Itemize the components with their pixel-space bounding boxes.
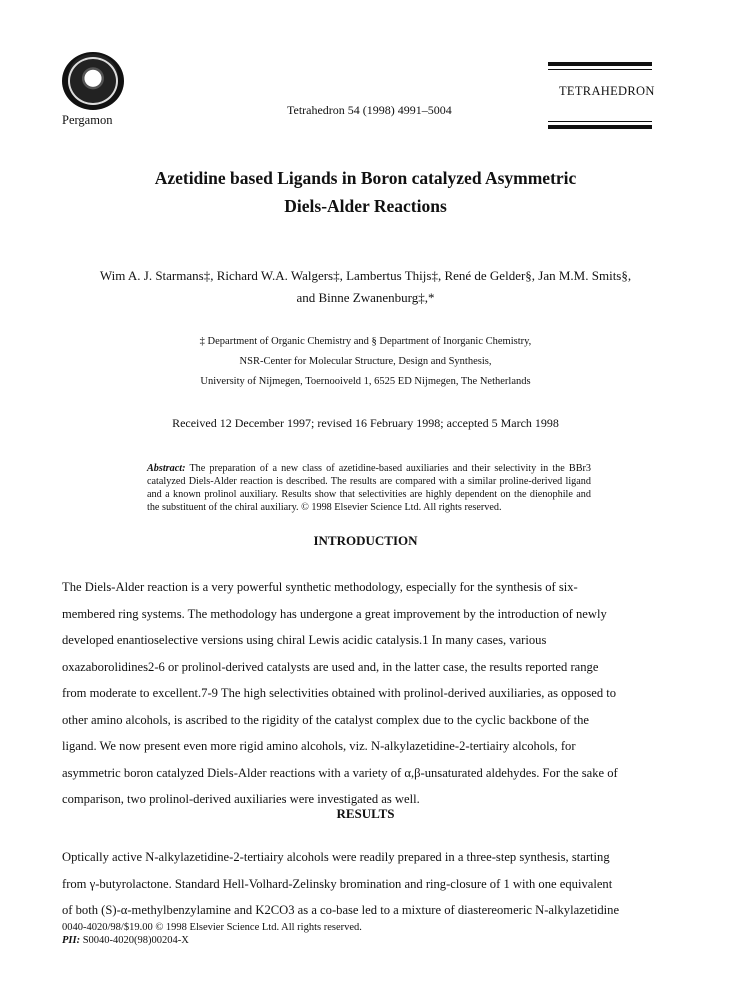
intro-line: from moderate to excellent.7-9 The high selectivities obtained with prolinol-derived auxiliaries, as opposed to <box>62 686 617 700</box>
paper-title-line-1: Azetidine based Ligands in Boron catalyzed Asymmetric <box>154 168 577 188</box>
intro-line: ligand. We now present even more rigid amino alcohols, viz. N-alkylazetidine-2-tertiairy alcohols, for <box>62 739 576 753</box>
results-line: Optically active N-alkylazetidine-2-tertiairy alcohols were readily prepared in a three-step synthesis, starting <box>62 850 610 864</box>
pii-line <box>62 934 362 947</box>
header-rule-bottom-thin <box>548 121 652 122</box>
affiliation-line-3: University of Nijmegen, Toernooiveld 1, 6525 ED Nijmegen, The Netherlands <box>200 376 531 387</box>
intro-line: The Diels-Alder reaction is a very powerful synthetic methodology, especially for the synthesis of six- <box>62 580 578 594</box>
abstract-text: The preparation of a new class of azetidine-based auxiliaries and their selectivity in the BBr3 catalyzed Diels-Alder reaction is described. The results are compared with a similar proline-derived ligand and a known prolinol auxiliary. Results show that selectivities are highly dependent on the dienophile and the substituent of the chiral auxiliary. © 1998 Elsevier Science Ltd. All rights reserved. <box>147 463 591 513</box>
results-line: of both (S)-α-methylbenzylamine and K2CO3 as a co-base led to a mixture of diastereomeric N-alkylazetidine <box>62 903 620 917</box>
journal-brand: TETRAHEDRON <box>559 84 655 98</box>
header-rule-top-thin <box>548 69 652 70</box>
intro-line: asymmetric boron catalyzed Diels-Alder reactions with a variety of α,β-unsaturated aldehydes. For the sake of <box>62 765 618 780</box>
copyright-line: 0040-4020/98/$19.00 © 1998 Elsevier Science Ltd. All rights reserved. <box>62 922 362 933</box>
results-body <box>62 844 682 924</box>
intro-line: comparison, two prolinol-derived auxiliaries were investigated as well. <box>62 792 420 806</box>
received-dates: Received 12 December 1997; revised 16 February 1998; accepted 5 March 1998 <box>172 416 559 430</box>
publisher-name: Pergamon <box>62 113 113 127</box>
header-rule-top-thick <box>548 62 652 66</box>
abstract <box>147 462 591 514</box>
pii-value: S0040-4020(98)00204-X <box>82 935 189 946</box>
authors-line-1: Wim A. J. Starmans‡, Richard W.A. Walgers‡, Lambertus Thijs‡, René de Gelder§, Jan M.M. Smits§, <box>99 268 632 283</box>
introduction-body <box>62 574 682 813</box>
authors-line-2: and Binne Zwanenburg‡,* <box>296 290 435 305</box>
logo-ring <box>68 57 118 105</box>
affiliation-line-1: ‡ Department of Organic Chemistry and § Department of Inorganic Chemistry, <box>199 336 532 347</box>
paper-title-line-2: Diels-Alder Reactions <box>284 196 447 216</box>
results-line: from γ-butyrolactone. Standard Hell-Volhard-Zelinsky bromination and ring-closure of 1 with one equivalent <box>62 876 613 891</box>
section-heading-results: RESULTS <box>336 806 395 821</box>
abstract-label: Abstract: <box>147 463 186 474</box>
journal-reference: Tetrahedron 54 (1998) 4991–5004 <box>287 103 452 117</box>
affiliation-line-2: NSR-Center for Molecular Structure, Design and Synthesis, <box>239 356 492 367</box>
intro-line: developed enantioselective versions using chiral Lewis acidic catalysis.1 In many cases, various <box>62 633 547 647</box>
intro-line: oxazaborolidines2-6 or prolinol-derived catalysts are used and, in the latter case, the results reported range <box>62 659 599 674</box>
section-heading-introduction: INTRODUCTION <box>313 533 418 548</box>
header-rule-bottom-thick <box>548 125 652 129</box>
intro-line: other amino alcohols, is ascribed to the rigidity of the catalyst complex due to the cyclic backbone of the <box>62 712 590 727</box>
copyright-footer <box>62 921 362 947</box>
intro-line: membered ring systems. The methodology has undergone a great improvement by the introduction of newly <box>62 606 607 621</box>
pii-label: PII: <box>62 935 81 946</box>
